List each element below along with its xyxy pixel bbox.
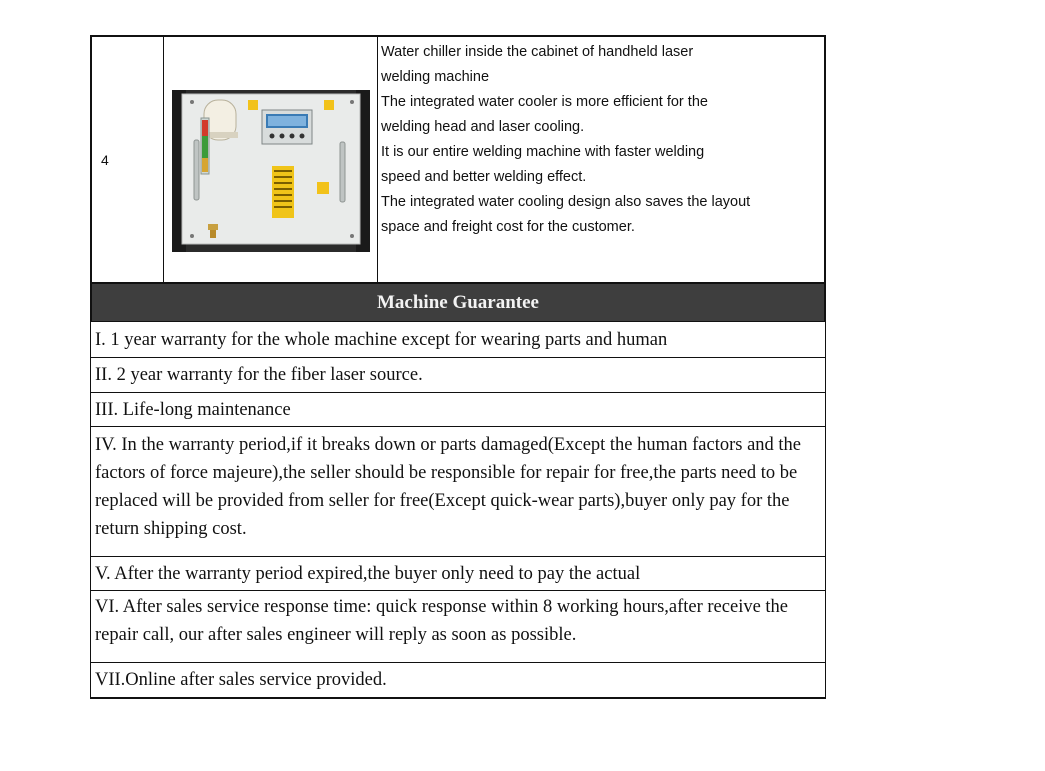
guarantee-header [90, 284, 826, 322]
guarantee-item-text: II. 2 year warranty for the fiber laser source. [95, 365, 423, 385]
guarantee-item-text: VI. After sales service response time: quick response within 8 working hours,after receive the repair call, our after sales engineer will reply as soon as possible. [95, 597, 789, 645]
guarantee-item-text: V. After the warranty period expired,the buyer only need to pay the actual [95, 563, 641, 584]
description-line: welding head and laser cooling. [381, 119, 585, 135]
guarantee-item-text: VII.Online after sales service provided. [95, 670, 387, 690]
row-number-cell [92, 37, 164, 282]
guarantee-item-text: IV. In the warranty period,if it breaks down or parts damaged(Except the human factors and the factors of force majeure),the seller should be responsible for repair for free,the parts need to be replaced will be provided from seller for free(Except quick-wear parts),buyer only pay for the return shipping cost. [95, 435, 802, 539]
guarantee-item [90, 322, 826, 358]
image-cell [164, 37, 378, 282]
water-chiller-photo [172, 90, 370, 252]
guarantee-title: Machine Guarantee [376, 291, 539, 313]
description-line: The integrated water cooler is more efficient for the [381, 94, 708, 110]
guarantee-item [90, 663, 826, 699]
description-line: The integrated water cooling design also saves the layout [381, 194, 751, 210]
table-row-4 [90, 35, 826, 284]
row-number: 4 [101, 151, 109, 168]
description-cell [378, 37, 824, 282]
description-line: speed and better welding effect. [381, 169, 587, 185]
guarantee-item [90, 358, 826, 393]
description-line: space and freight cost for the customer. [381, 219, 635, 235]
guarantee-item [90, 393, 826, 427]
description-line: welding machine [381, 69, 490, 85]
description-line: Water chiller inside the cabinet of handheld laser [381, 44, 694, 60]
water-chiller-illustration [172, 90, 370, 252]
document-page [90, 35, 826, 699]
description-line: It is our entire welding machine with faster welding [381, 144, 705, 160]
guarantee-item-text: III. Life-long maintenance [95, 399, 291, 420]
guarantee-item [90, 427, 826, 557]
guarantee-item-text: I. 1 year warranty for the whole machine except for wearing parts and human [95, 329, 668, 350]
guarantee-item [90, 591, 826, 663]
guarantee-item [90, 557, 826, 591]
